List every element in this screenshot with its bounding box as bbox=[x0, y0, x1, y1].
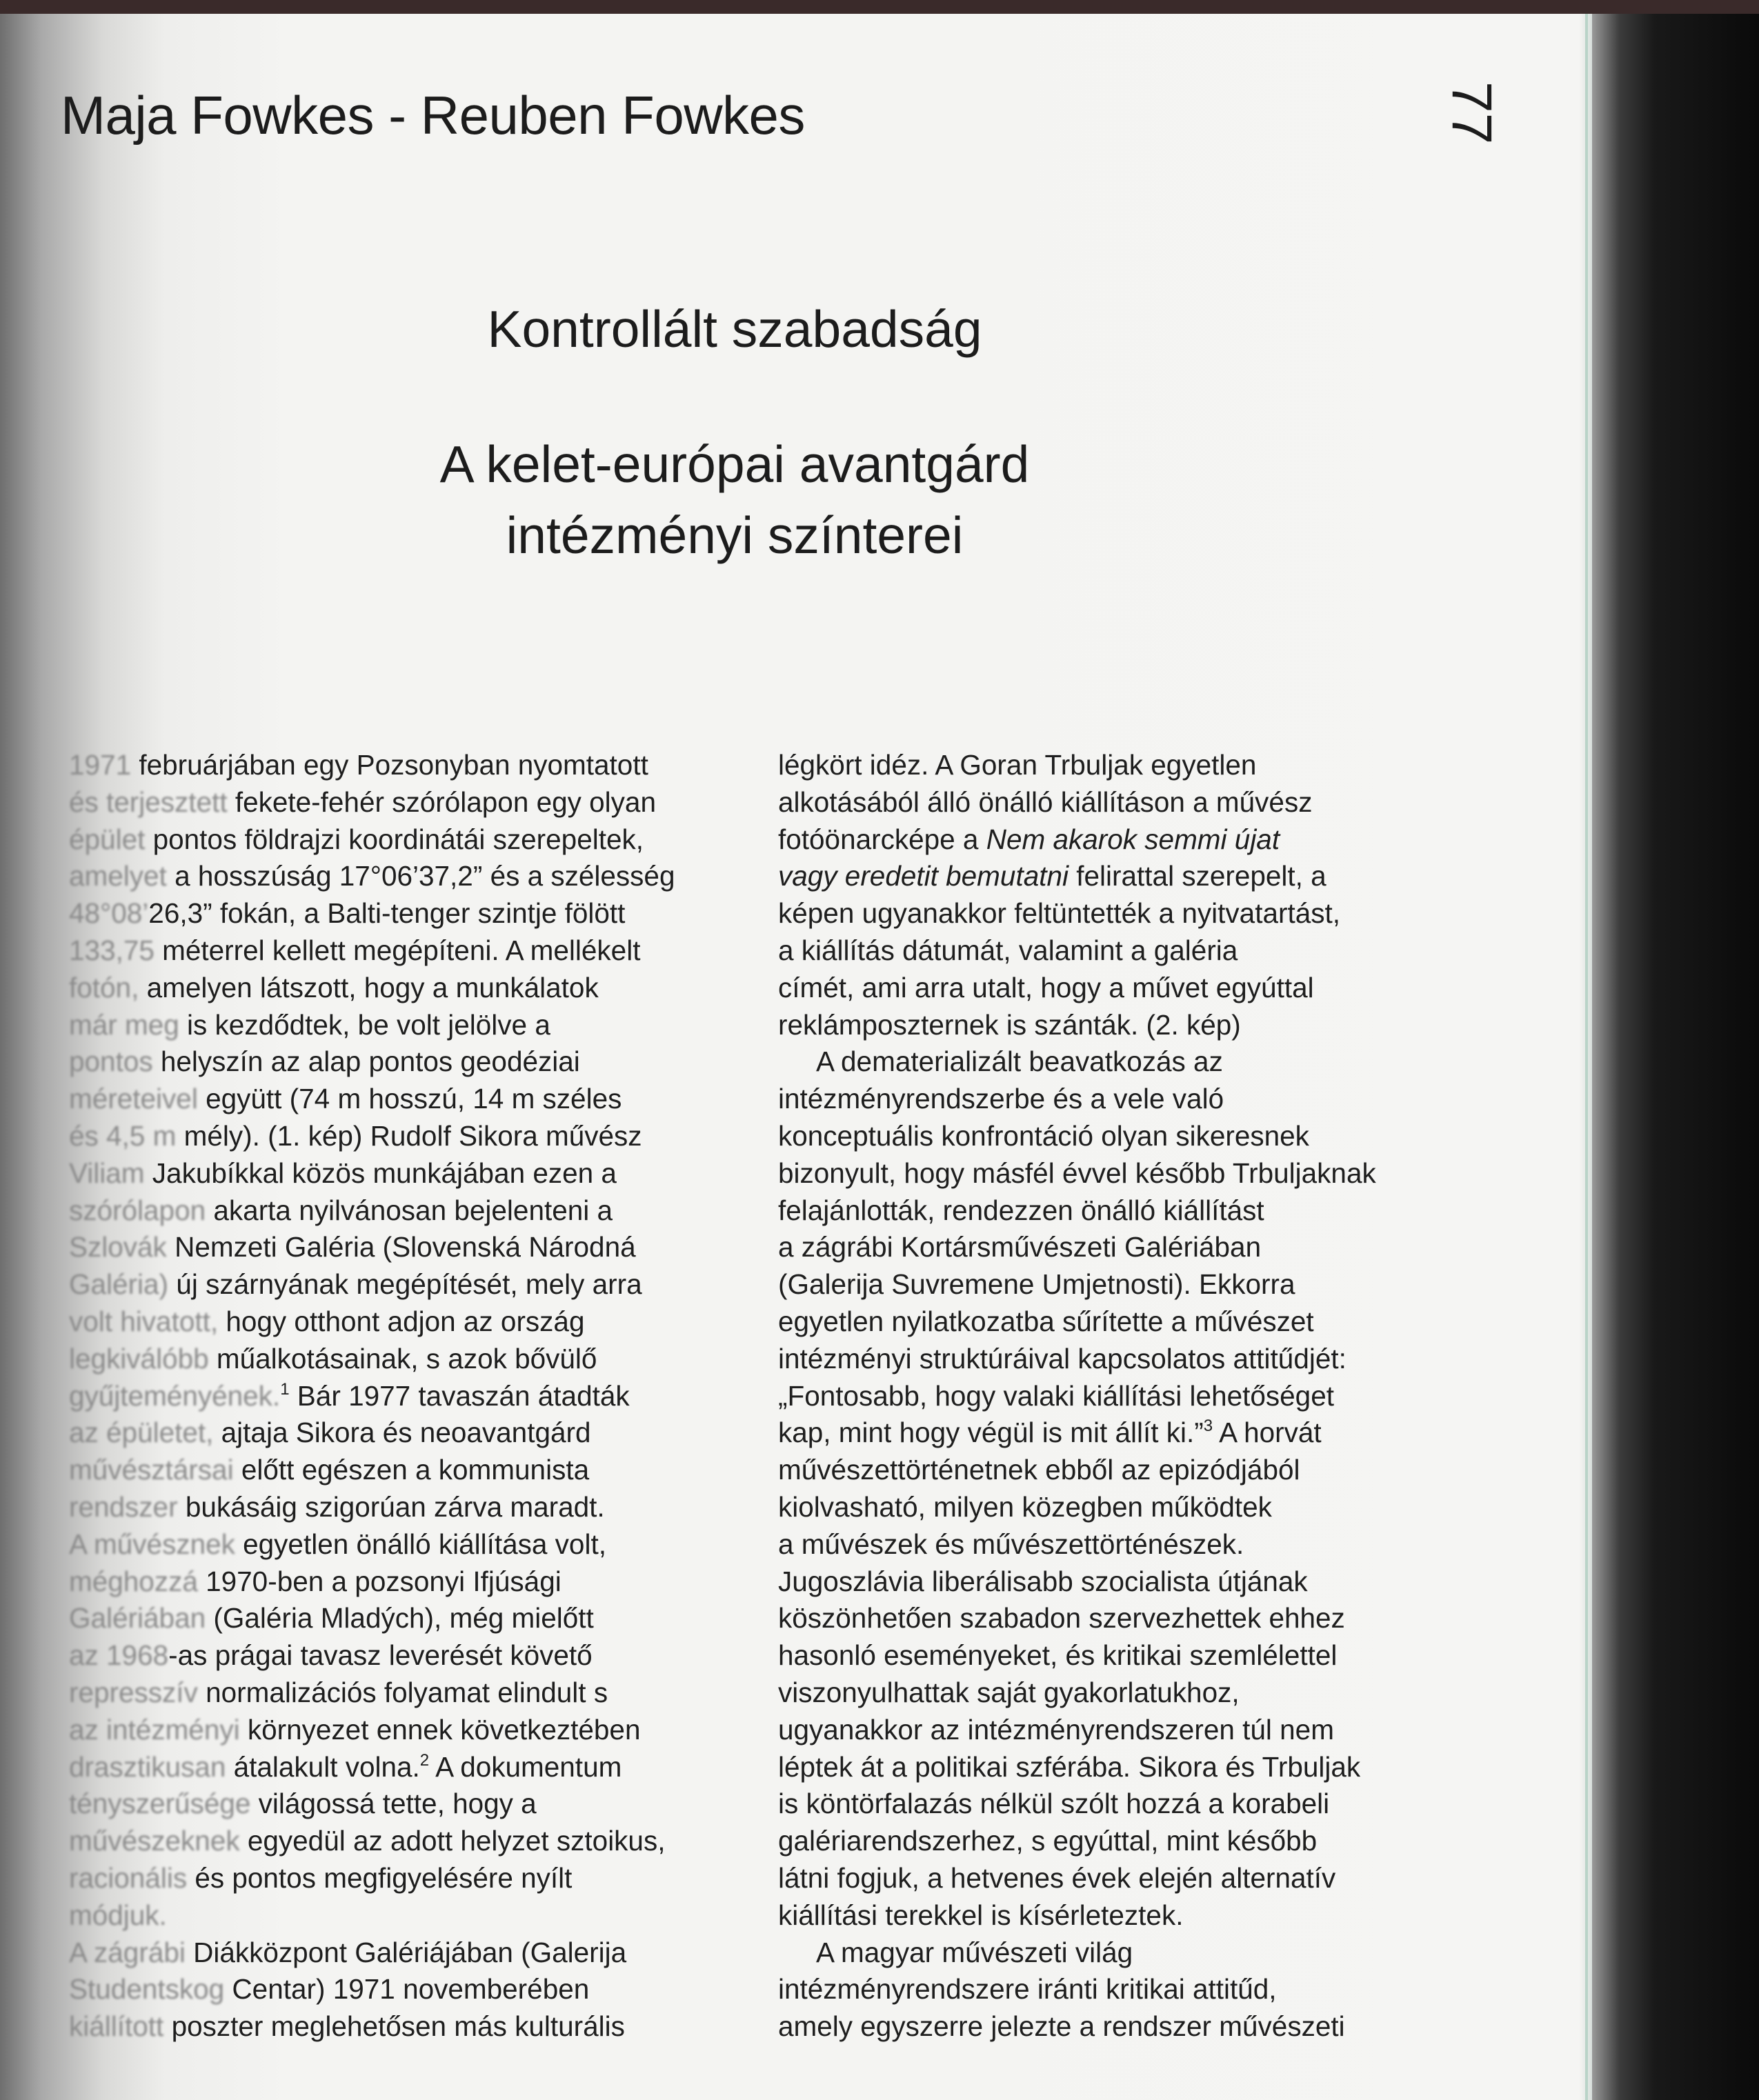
text-line: amely egyszerre jelezte a rendszer művészeti bbox=[778, 2010, 1345, 2043]
text-fragment: az épületet, bbox=[69, 1417, 214, 1449]
text-line: viszonyulhattak saját gyakorlatukhoz, bbox=[778, 1676, 1240, 1708]
text-line bbox=[69, 1749, 731, 1786]
text-line: légkört idéz. A Goran Trbuljak egyetlen bbox=[778, 749, 1257, 781]
text-line bbox=[69, 1489, 731, 1526]
text-fragment: (Galéria Mladých), még mielőtt bbox=[206, 1602, 594, 1634]
text-fragment: átalakult volna. bbox=[226, 1750, 420, 1783]
text-fragment: világossá tette, hogy a bbox=[250, 1788, 537, 1820]
footnote-marker: 2 bbox=[419, 1750, 430, 1770]
text-fragment: fotóönarcképe a bbox=[778, 823, 986, 855]
text-line: A dematerializált beavatkozás az bbox=[816, 1046, 1223, 1078]
text-line bbox=[69, 1971, 731, 2008]
text-line: intézményrendszerbe és a vele való bbox=[778, 1083, 1224, 1115]
text-line bbox=[69, 1712, 731, 1749]
text-fragment: Centar) 1971 novemberében bbox=[224, 1973, 590, 2006]
text-fragment: 1970-ben a pozsonyi Ifjúsági bbox=[197, 1565, 562, 1597]
text-line bbox=[69, 1674, 731, 1712]
text-line: hasonló eseményeket, és kritikai szemlélettel bbox=[778, 1639, 1338, 1672]
article-title: Kontrollált szabadság bbox=[487, 300, 982, 358]
text-line bbox=[69, 1786, 731, 1823]
text-fragment: módjuk. bbox=[69, 1899, 167, 1931]
text-line: galériarendszerhez, s egyúttal, mint később bbox=[778, 1825, 1318, 1857]
text-line: konceptuális konfrontáció olyan sikeresnek bbox=[778, 1119, 1309, 1152]
text-fragment: ajtaja Sikora és neoavantgárd bbox=[213, 1417, 591, 1449]
text-fragment: és terjesztett bbox=[69, 786, 228, 818]
text-line bbox=[69, 895, 731, 932]
text-line bbox=[778, 858, 1440, 895]
text-line: „Fontosabb, hogy valaki kiállítási lehetőséget bbox=[778, 1379, 1334, 1412]
text-line bbox=[69, 1341, 731, 1378]
text-line bbox=[778, 821, 1440, 859]
text-line bbox=[69, 784, 731, 821]
book-spine-shadow bbox=[1592, 14, 1759, 2100]
text-fragment: A zágrábi bbox=[69, 1936, 186, 1968]
text-line: bizonyult, hogy másfél évvel később Trbuljaknak bbox=[778, 1157, 1376, 1189]
text-line: felajánlották, rendezzen önálló kiállítást bbox=[778, 1194, 1264, 1226]
text-fragment: legkiválóbb bbox=[69, 1342, 209, 1374]
text-fragment: kiállított bbox=[69, 2010, 164, 2043]
text-line bbox=[69, 1378, 731, 1415]
text-fragment: racionális bbox=[69, 1861, 188, 1894]
text-fragment: Galériában bbox=[69, 1602, 206, 1634]
text-line bbox=[778, 1414, 1440, 1452]
text-fragment: Bár 1977 tavaszán átadták bbox=[289, 1379, 630, 1412]
article-subtitle-line-1: A kelet-európai avantgárd bbox=[439, 435, 1030, 493]
italic-title-fragment: Nem akarok semmi újat bbox=[986, 823, 1280, 855]
text-fragment: együtt (74 m hosszú, 14 m széles bbox=[197, 1083, 622, 1115]
text-line: látni fogjuk, a hetvenes évek elején alternatív bbox=[778, 1861, 1336, 1894]
text-line bbox=[69, 1823, 731, 1860]
text-fragment: akarta nyilvánosan bejelenteni a bbox=[206, 1194, 613, 1226]
text-fragment: poszter meglehetősen más kulturális bbox=[163, 2010, 625, 2043]
text-fragment: és 4,5 m bbox=[69, 1119, 177, 1152]
text-fragment: Galéria) bbox=[69, 1268, 169, 1301]
text-fragment: Jakubíkkal közös munkájában ezen a bbox=[144, 1157, 617, 1189]
text-fragment: februárjában egy Pozsonyban nyomtatott bbox=[131, 749, 648, 781]
text-fragment: méghozzá bbox=[69, 1565, 198, 1597]
text-fragment: fekete-fehér szórólapon egy olyan bbox=[227, 786, 656, 818]
text-line bbox=[69, 1934, 731, 1972]
text-fragment: helyszín az alap pontos geodéziai bbox=[152, 1046, 580, 1078]
text-line bbox=[69, 747, 731, 784]
text-fragment: amelyet bbox=[69, 860, 167, 892]
text-line bbox=[69, 1007, 731, 1044]
text-fragment: volt hivatott, bbox=[69, 1305, 219, 1337]
text-line bbox=[69, 1155, 731, 1192]
text-line: A magyar művészeti világ bbox=[816, 1936, 1133, 1968]
page-top-edge bbox=[0, 0, 1759, 14]
text-fragment: egyedül az adott helyzet sztoikus, bbox=[239, 1825, 666, 1857]
page-number bbox=[1384, 76, 1503, 145]
text-fragment: A dokumentum bbox=[429, 1750, 622, 1783]
text-line: kiállítási terekkel is kísérleteztek. bbox=[778, 1899, 1184, 1931]
text-fragment: az 1968 bbox=[69, 1639, 169, 1672]
text-fragment: fotón, bbox=[69, 971, 139, 1003]
text-line bbox=[69, 932, 731, 970]
text-line: alkotásából álló önálló kiállításon a művész bbox=[778, 786, 1313, 818]
text-line: (Galerija Suvremene Umjetnosti). Ekkorra bbox=[778, 1268, 1295, 1301]
left-text-column bbox=[69, 747, 731, 2046]
text-line: Jugoszlávia liberálisabb szocialista útjának bbox=[778, 1565, 1308, 1597]
text-fragment: bukásáig szigorúan zárva maradt. bbox=[177, 1490, 605, 1523]
text-line: művészettörténetnek ebből az epizódjából bbox=[778, 1454, 1300, 1486]
text-line: is köntörfalazás nélkül szólt hozzá a korabeli bbox=[778, 1788, 1330, 1820]
footnote-marker: 1 bbox=[280, 1379, 290, 1399]
text-line bbox=[69, 1192, 731, 1230]
text-fragment: méreteivel bbox=[69, 1083, 198, 1115]
text-fragment: méterrel kellett megépíteni. A mellékelt bbox=[154, 934, 641, 966]
text-fragment: kap, mint hogy végül is mit állít ki.” bbox=[778, 1417, 1204, 1449]
text-fragment: Viliam bbox=[69, 1157, 145, 1189]
text-line: a kiállítás dátumát, valamint a galéria bbox=[778, 934, 1238, 966]
text-fragment: Studentskog bbox=[69, 1973, 225, 2006]
text-fragment: hogy otthont adjon az ország bbox=[218, 1305, 585, 1337]
text-line bbox=[69, 1897, 731, 1934]
text-line: képen ugyanakkor feltüntették a nyitvatartást, bbox=[778, 897, 1340, 930]
text-fragment: represszív bbox=[69, 1676, 198, 1708]
right-text-column bbox=[778, 747, 1440, 2046]
page-edge-line bbox=[1585, 14, 1588, 2100]
text-line: egyetlen nyilatkozatba sűrítette a művészet bbox=[778, 1305, 1314, 1337]
text-fragment: előtt egészen a kommunista bbox=[233, 1454, 590, 1486]
text-fragment: az intézményi bbox=[69, 1713, 240, 1746]
text-fragment: 48°08’ bbox=[69, 897, 149, 930]
italic-title-fragment: vagy eredetit bemutatni bbox=[778, 860, 1069, 892]
text-line bbox=[69, 1637, 731, 1674]
footnote-marker: 3 bbox=[1203, 1417, 1213, 1436]
text-line: kiolvasható, milyen közegben működtek bbox=[778, 1490, 1272, 1523]
text-fragment: pontos földrajzi koordinátái szerepeltek, bbox=[145, 823, 644, 855]
text-line bbox=[69, 970, 731, 1007]
text-fragment: felirattal szerepelt, a bbox=[1069, 860, 1326, 892]
text-fragment: műalkotásainak, s azok bővülő bbox=[208, 1342, 597, 1374]
text-fragment: is kezdődtek, be volt jelölve a bbox=[179, 1008, 550, 1041]
text-line bbox=[69, 821, 731, 859]
text-line: címét, ami arra utalt, hogy a művet egyúttal bbox=[778, 971, 1314, 1003]
text-fragment: épület bbox=[69, 823, 146, 855]
text-fragment: művésztársai bbox=[69, 1454, 234, 1486]
text-line bbox=[69, 1526, 731, 1563]
text-line: köszönhetően szabadon szervezhettek ehhez bbox=[778, 1602, 1345, 1634]
text-line bbox=[69, 1229, 731, 1266]
text-fragment: környezet ennek következtében bbox=[239, 1713, 641, 1746]
text-fragment: új szárnyának megépítését, mely arra bbox=[168, 1268, 642, 1301]
text-fragment: tényszerűsége bbox=[69, 1788, 251, 1820]
text-fragment: a hosszúság 17°06’37,2” és a szélesség bbox=[166, 860, 675, 892]
text-fragment: A horvát bbox=[1213, 1417, 1322, 1449]
text-line bbox=[69, 1600, 731, 1637]
text-line: reklámposzternek is szánták. (2. kép) bbox=[778, 1008, 1241, 1041]
text-line: léptek át a politikai szférába. Sikora és Trbuljak bbox=[778, 1750, 1361, 1783]
text-line bbox=[69, 1266, 731, 1303]
text-fragment: pontos bbox=[69, 1046, 153, 1078]
text-line: ugyanakkor az intézményrendszeren túl nem bbox=[778, 1713, 1334, 1746]
text-line bbox=[69, 1081, 731, 1118]
text-line bbox=[69, 1043, 731, 1081]
text-line bbox=[69, 1563, 731, 1601]
text-fragment: Diákközpont Galériájában (Galerija bbox=[185, 1936, 627, 1968]
text-line bbox=[69, 1414, 731, 1452]
text-line bbox=[69, 1118, 731, 1155]
running-header-authors: Maja Fowkes - Reuben Fowkes bbox=[61, 85, 805, 146]
text-line: a művészek és művészettörténészek. bbox=[778, 1528, 1244, 1560]
text-fragment: Szlovák bbox=[69, 1231, 167, 1263]
text-fragment: 1971 bbox=[69, 749, 132, 781]
text-line bbox=[69, 1303, 731, 1341]
text-line bbox=[69, 1860, 731, 1897]
text-fragment: egyetlen önálló kiállítása volt, bbox=[235, 1528, 606, 1560]
text-fragment: és pontos megfigyelésére nyílt bbox=[187, 1861, 573, 1894]
text-line: intézményrendszere iránti kritikai attitűd, bbox=[778, 1973, 1277, 2006]
text-fragment: -as prágai tavasz leverését követő bbox=[168, 1639, 593, 1672]
text-fragment: amelyen látszott, hogy a munkálatok bbox=[139, 971, 599, 1003]
text-line bbox=[69, 1452, 731, 1489]
text-fragment: drasztikusan bbox=[69, 1750, 226, 1783]
text-fragment: szórólapon bbox=[69, 1194, 206, 1226]
text-fragment: mély). (1. kép) Rudolf Sikora művész bbox=[176, 1119, 642, 1152]
text-line: intézményi struktúráival kapcsolatos attitűdjét: bbox=[778, 1342, 1346, 1374]
page-number-text: 77 bbox=[1440, 81, 1503, 145]
text-fragment: A művésznek bbox=[69, 1528, 235, 1560]
text-fragment: gyűjteményének. bbox=[69, 1379, 281, 1412]
text-fragment: 133,75 bbox=[69, 934, 155, 966]
text-fragment: már meg bbox=[69, 1008, 179, 1041]
text-fragment: normalizációs folyamat elindult s bbox=[197, 1676, 608, 1708]
text-fragment: Nemzeti Galéria (Slovenská Národná bbox=[166, 1231, 636, 1263]
text-line bbox=[69, 2008, 731, 2046]
article-subtitle-line-2: intézményi színterei bbox=[506, 506, 964, 564]
text-fragment: 26,3” fokán, a Balti-tenger szintje fölött bbox=[148, 897, 626, 930]
text-fragment: művészeknek bbox=[69, 1825, 240, 1857]
text-line: a zágrábi Kortársművészeti Galériában bbox=[778, 1231, 1262, 1263]
text-fragment: rendszer bbox=[69, 1490, 178, 1523]
text-line bbox=[69, 858, 731, 895]
